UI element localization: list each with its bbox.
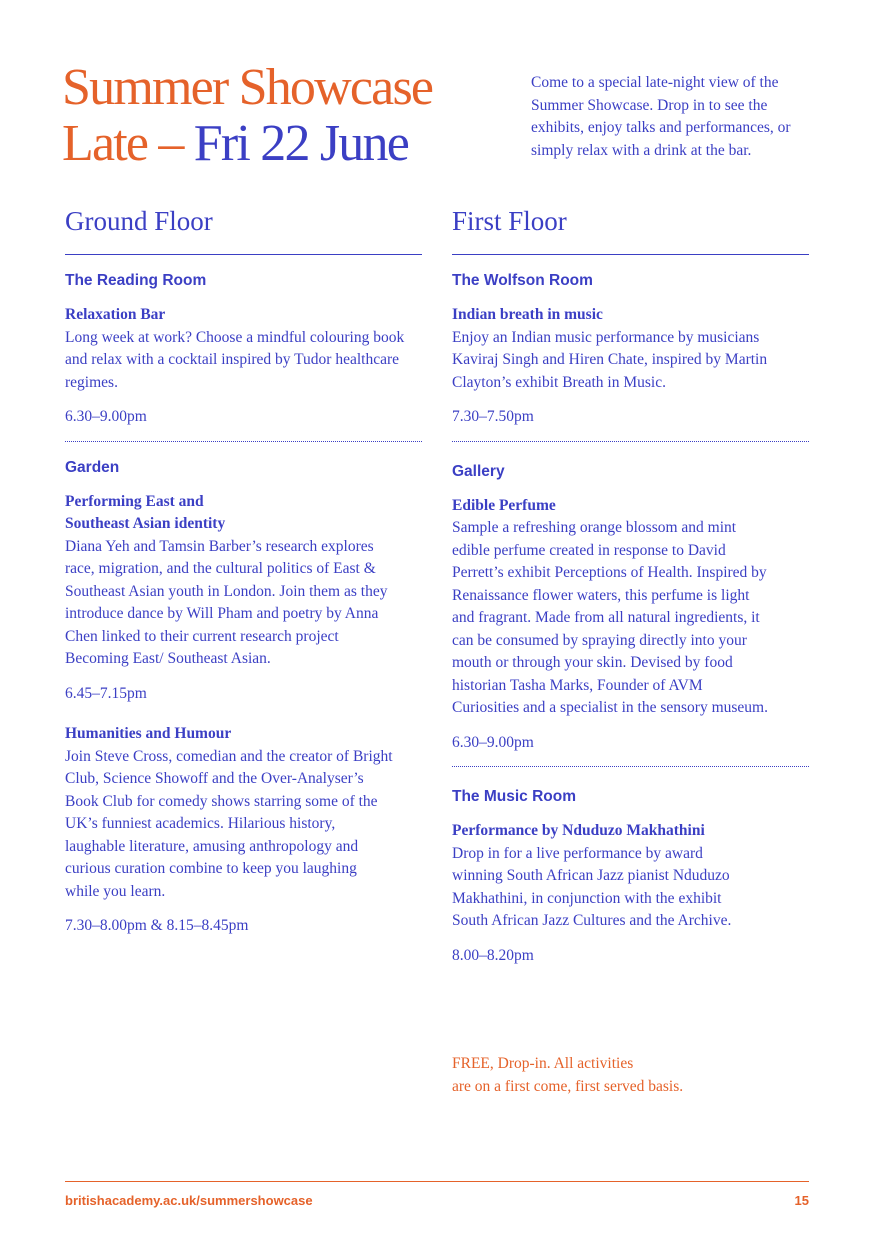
event-title: Performing East and Southeast Asian identity [65, 492, 226, 532]
venue-name: The Wolfson Room [452, 272, 593, 289]
page-title [62, 60, 432, 172]
event-description: Diana Yeh and Tamsin Barber’s research explores race, migration, and the cultural politics of East & Southeast Asian youth in London. Join them as they introduce dance by Will Pham and poetry by Anna Chen linked to their current research project Becoming East/ Southeast Asian. [65, 537, 388, 667]
free-entry-note [452, 1053, 683, 1098]
first-floor-heading: First Floor [452, 204, 809, 255]
event-title: Indian breath in music [452, 306, 603, 323]
event-description: Enjoy an Indian music performance by musicians Kaviraj Singh and Hiren Chate, inspired by Martin Clayton’s exhibit Breath in Music. [452, 328, 768, 391]
event-time: 6.30–9.00pm [452, 733, 534, 751]
event-title: Edible Perfume [452, 496, 556, 514]
event-description: Join Steve Cross, comedian and the creator of Bright Club, Science Showoff and the Over-Analyser’s Book Club for comedy shows starring some of the UK’s funniest academics. Hilarious history, laughable literature, amusing anthropology and curious curation combine to keep you laughing while you learn. [65, 747, 393, 900]
title-line-2 [62, 116, 432, 172]
venue-section-music-room [452, 767, 809, 967]
ground-floor-column [65, 204, 422, 938]
event-item [65, 723, 422, 938]
event-item [452, 820, 809, 967]
first-floor-column [452, 204, 809, 967]
title-late: Late – [62, 115, 194, 172]
event-item [65, 304, 422, 429]
event-description: Sample a refreshing orange blossom and mint edible perfume created in response to David Perrett’s exhibit Perceptions of Health. Inspired by Renaissance flower waters, this perfume is light and fragrant. Made from all natural ingredients, it can be consumed by spraying directly into your mouth or through your skin. Devised by food historian Tasha Marks, Founder of AVM Curiosities and a specialist in the sensory museum. [452, 519, 768, 716]
free-note-line-1: FREE, Drop-in. All activities [452, 1055, 634, 1072]
event-time: 8.00–8.20pm [452, 946, 534, 964]
title-line-1: Summer Showcase [62, 59, 433, 116]
venue-section-garden [65, 442, 422, 938]
event-description: Drop in for a live performance by award winning South African Jazz pianist Nduduzo Makhathini, in conjunction with the exhibit South African Jazz Cultures and the Archive. [452, 844, 732, 929]
event-item [452, 495, 809, 755]
venue-name: The Music Room [452, 788, 577, 805]
event-time: 7.30–7.50pm [452, 408, 534, 425]
venue-section-wolfson-room [452, 255, 809, 442]
event-title: Performance by Nduduzo Makhathini [452, 822, 705, 839]
event-time: 7.30–8.00pm & 8.15–8.45pm [65, 917, 249, 934]
venue-name: Gallery [452, 462, 505, 480]
page-number: 15 [794, 1193, 809, 1208]
footer-divider [65, 1181, 809, 1182]
event-title: Humanities and Humour [65, 725, 232, 742]
event-item [452, 304, 809, 429]
venue-name: Garden [65, 458, 120, 476]
event-time: 6.45–7.15pm [65, 684, 147, 702]
ground-floor-heading: Ground Floor [65, 204, 422, 255]
free-note-line-2: are on a first come, first served basis. [452, 1077, 684, 1095]
event-description: Long week at work? Choose a mindful colouring book and relax with a cocktail inspired by Tudor healthcare regimes. [65, 328, 405, 391]
venue-name: The Reading Room [65, 272, 207, 289]
venue-section-gallery [452, 442, 809, 768]
event-time: 6.30–9.00pm [65, 408, 147, 425]
event-title: Relaxation Bar [65, 306, 166, 323]
venue-section-reading-room [65, 255, 422, 442]
title-date: Fri 22 June [193, 115, 408, 172]
intro-text: Come to a special late-night view of the Summer Showcase. Drop in to see the exhibits, enjoy talks and performances, or simply relax with a drink at the bar. [531, 74, 791, 159]
footer-url-link[interactable]: britishacademy.ac.uk/summershowcase [65, 1193, 313, 1208]
event-item [65, 491, 422, 706]
